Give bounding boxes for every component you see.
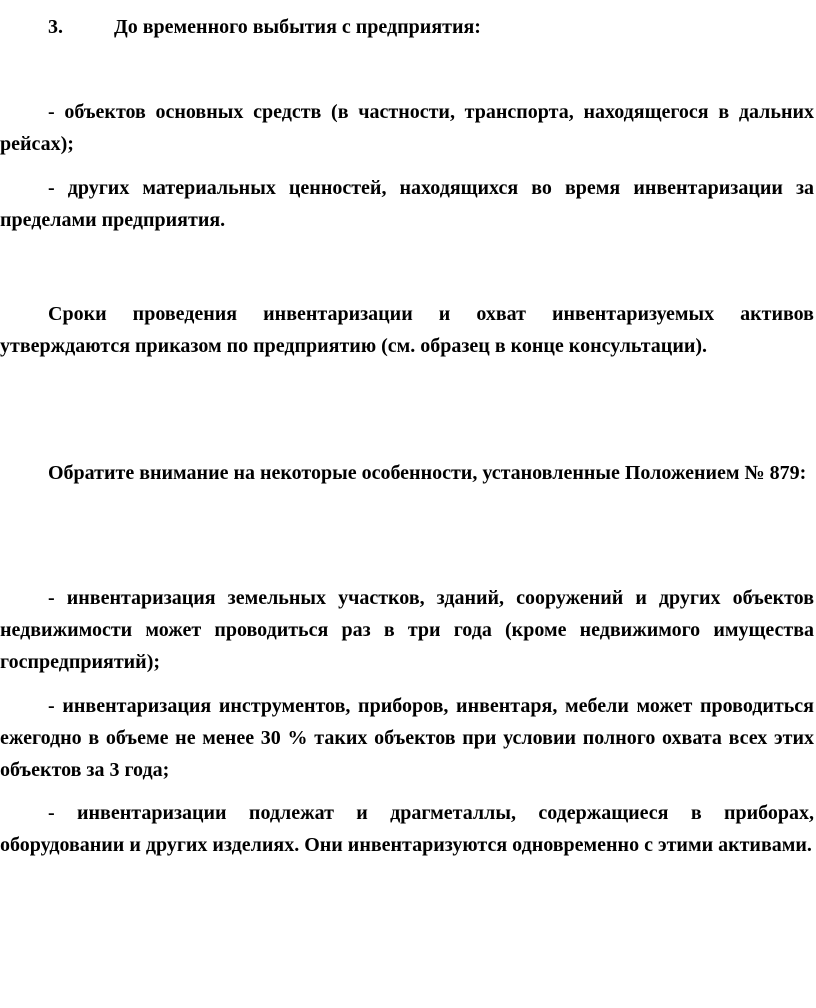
paragraph-precious-metals: - инвентаризации подлежат и драгметаллы, содержащиеся в приборах, оборудовании и других изделиях. Они инвентаризуются одновременно с этими активами.: [0, 802, 814, 856]
section-title: До временного выбытия с предприятия:: [114, 16, 481, 38]
paragraph-attention-note: Обратите внимание на некоторые особенности, установленные Положением № 879:: [48, 462, 807, 484]
paragraph-inventory-terms: Сроки проведения инвентаризации и охват инвентаризуемых активов утверждаются приказом по предприятию (см. образец в конце консультации).: [0, 303, 814, 357]
section-heading: [48, 12, 481, 42]
section-number: 3.: [48, 16, 63, 38]
paragraph-fixed-assets: - объектов основных средств (в частности, транспорта, находящегося в дальних рейсах);: [0, 101, 814, 155]
paragraph-instruments: - инвентаризация инструментов, приборов, инвентаря, мебели может проводиться ежегодно в объеме не менее 30 % таких объектов при условии полного охвата всех этих объектов за 3 года;: [0, 695, 814, 781]
paragraph-other-valuables: - других материальных ценностей, находящихся во время инвентаризации за пределами предприятия.: [0, 177, 814, 231]
paragraph-real-estate: - инвентаризация земельных участков, зданий, сооружений и других объектов недвижимости может проводиться раз в три года (кроме недвижимого имущества госпредприятий);: [0, 587, 814, 673]
